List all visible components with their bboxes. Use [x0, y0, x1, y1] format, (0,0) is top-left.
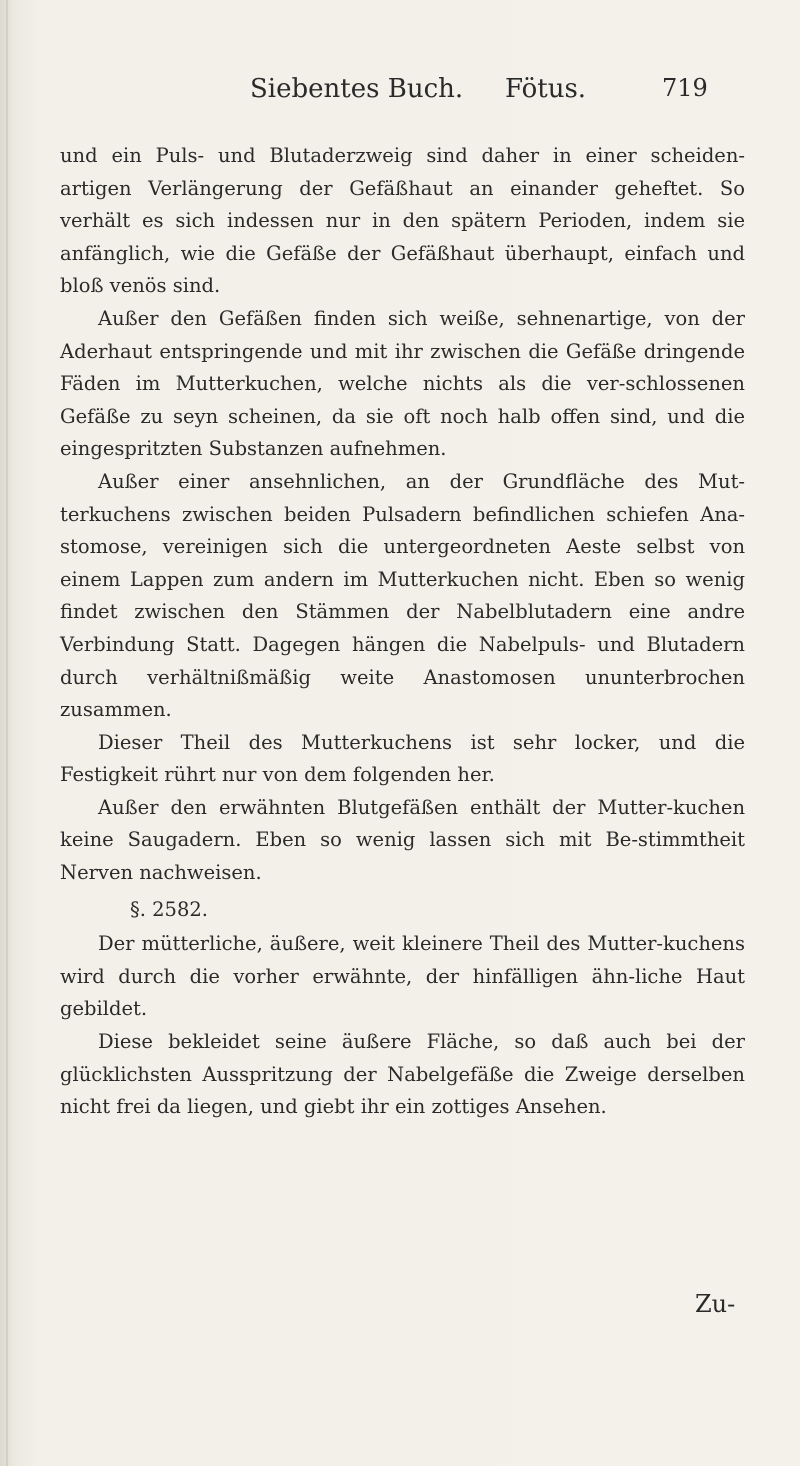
paragraph: Außer einer ansehnlichen, an der Grundfläche des Mut-terkuchens zwischen beiden Pulsadern befindlichen schiefen Ana-stomose, vereinigen sich die untergeordneten Aeste selbst von einem Lappen zum andern im Mutterkuchen nicht. Eben so wenig findet zwischen den Stämmen der Nabelblutadern eine andre Verbindung Statt. Dagegen hängen die Nabelpuls- und Blutadern durch verhältnißmäßig weite Anastomosen ununterbrochen zusammen. [60, 469, 745, 722]
paragraph: Außer den Gefäßen finden sich weiße, sehnenartige, von der Aderhaut entspringende und mit ihr zwischen die Gefäße dringende Fäden im Mutterkuchen, welche nichts als die ver-schlossenen Gefäße zu seyn scheinen, da sie oft noch halb offen sind, und die eingespritzten Substanzen aufnehmen. [60, 306, 745, 461]
paragraph: Außer den erwähnten Blutgefäßen enthält der Mutter-kuchen keine Saugadern. Eben so wenig lassen sich mit Be-stimmtheit Nerven nachweisen. [60, 795, 745, 885]
running-head [250, 74, 720, 114]
paragraph: Der mütterliche, äußere, weit kleinere Theil des Mutter-kuchens wird durch die vorher erwähnte, der hinfälligen ähn-liche Haut gebildet. [60, 932, 745, 1021]
paragraph: Dieser Theil des Mutterkuchens ist sehr locker, und die Festigkeit rührt nur von dem folgenden her. [60, 730, 745, 787]
paragraph: und ein Puls- und Blutaderzweig sind daher in einer scheiden-artigen Verlängerung der Gefäßhaut an einander geheftet. So verhält es sich indessen nur in den spätern Perioden, indem sie anfänglich, wie die Gefäße der Gefäßhaut überhaupt, einfach und bloß venös sind. [60, 144, 745, 298]
body-text [60, 140, 745, 1124]
section-number: §. 2582. [130, 897, 208, 921]
page-number: 719 [662, 74, 708, 102]
chapter-title: Siebentes Buch. [250, 74, 464, 104]
catchword: Zu- [695, 1290, 736, 1318]
page-gutter [6, 0, 8, 1466]
paragraph: Diese bekleidet seine äußere Fläche, so daß auch bei der glücklichsten Ausspritzung der Nabelgefäße die Zweige derselben nicht frei da liegen, und giebt ihr ein zottiges Ansehen. [60, 1030, 745, 1119]
subject-title: Fötus. [505, 74, 587, 104]
